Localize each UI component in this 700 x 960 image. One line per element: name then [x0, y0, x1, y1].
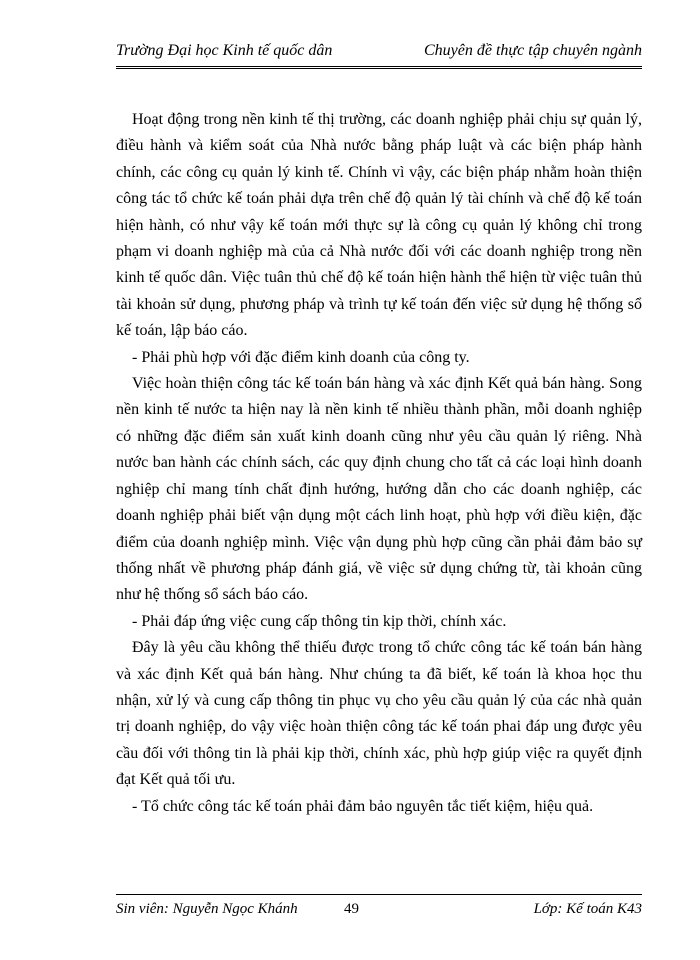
footer-student-name: Sin viên: Nguyễn Ngọc Khánh [116, 901, 298, 917]
page-body [116, 107, 642, 820]
page-header [116, 40, 642, 69]
body-bullet: - Tổ chức công tác kế toán phải đảm bảo nguyên tắc tiết kiệm, hiệu quả. [132, 797, 594, 815]
page-number: 49 [344, 901, 359, 917]
footer-class-name: Lớp: Kế toán K43 [533, 901, 642, 917]
header-document-type: Chuyên đề thực tập chuyên ngành [424, 42, 642, 59]
body-bullet: - Phải đáp ứng việc cung cấp thông tin kịp thời, chính xác. [132, 612, 507, 630]
page-footer [116, 894, 642, 923]
header-school-name: Trường Đại học Kinh tế quốc dân [116, 42, 333, 59]
body-paragraph: Hoạt động trong nền kinh tế thị trường, các doanh nghiệp phải chịu sự quản lý, điều hành và kiểm soát của Nhà nước bằng pháp luật và các biện pháp hành chính, các công cụ quản lý kinh tế. Chính vì vậy, các biện pháp nhằm hoàn thiện công tác tổ chức kế toán phải dựa trên chế độ quản lý tài chính và chế độ kế toán hiện hành, có như vậy kế toán mới thực sự là công cụ quản lý không chỉ trong phạm vi doanh nghiệp mà của cả Nhà nước đối với các doanh nghiệp trong nền kinh tế quốc dân. Việc tuân thủ chế độ kế toán hiện hành thể hiện từ việc tuân thủ tài khoản sử dụng, phương pháp và trình tự kế toán đến việc sử dụng hệ thống sổ kế toán, lập báo cáo. [116, 111, 642, 340]
body-bullet: - Phải phù hợp với đặc điểm kinh doanh của công ty. [132, 348, 470, 366]
body-paragraph: Đây là yêu cầu không thể thiếu được trong tổ chức công tác kế toán bán hàng và xác định Kết quả bán hàng. Như chúng ta đã biết, kế toán là khoa học thu nhận, xử lý và cung cấp thông tin phục vụ cho yêu cầu quản lý của các nhà quản trị doanh nghiệp, do vậy việc hoàn thiện công tác kế toán phai đáp ung được yêu cầu đối với thông tin là phải kịp thời, chính xác, phù hợp giúp việc ra quyết định đạt Kết quả tối ưu. [116, 639, 642, 789]
body-paragraph: Việc hoàn thiện công tác kế toán bán hàng và xác định Kết quả bán hàng. Song nền kinh tế nước ta hiện nay là nền kinh tế nhiều thành phần, mỗi doanh nghiệp có những đặc điểm sản xuất kinh doanh cũng như yêu cầu quản lý riêng. Nhà nước ban hành các chính sách, các quy định chung cho tất cả các loại hình doanh nghiệp chỉ mang tính chất định hướng, hướng dẫn cho các doanh nghiệp, các doanh nghiệp phải biết vận dụng một cách linh hoạt, phù hợp với điều kiện, đặc điểm của doanh nghiệp mình. Việc vận dụng phù hợp cũng cần phải đảm bảo sự thống nhất về phương pháp đánh giá, về việc sử dụng chứng từ, tài khoản cũng như hệ thống sổ sách báo cáo. [116, 375, 642, 604]
